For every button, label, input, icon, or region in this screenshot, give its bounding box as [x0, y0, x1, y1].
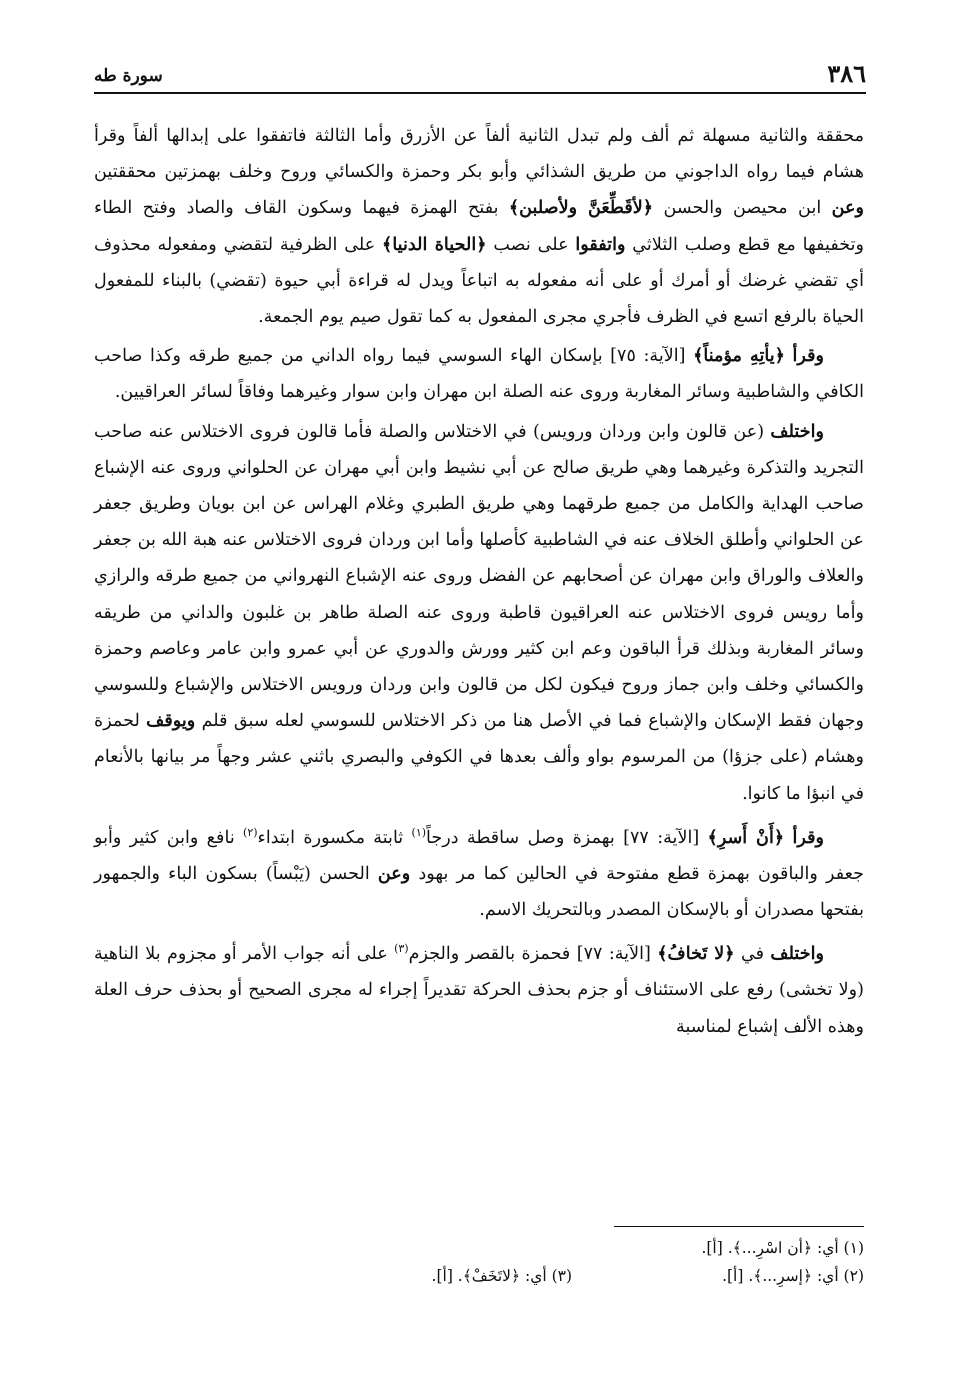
- keyword-run: وعن: [377, 862, 411, 884]
- paragraph: [94, 414, 864, 812]
- text-run: بفتح الهمزة فيهما وسكون القاف والصاد وفتح الطاء وتخفيفها مع قطع وصلب الثلاثي: [94, 198, 864, 255]
- keyword-run: وعن: [831, 197, 864, 219]
- keyword-run: ويوقف: [146, 710, 196, 732]
- text-run: على الظرفية لتقضي ومفعوله محذوف أي تقضي غرضك أو أمرك أو على أنه مفعوله به اتباعاً ويدل له قراءة أبي حيوة (تقضي) بالبناء للمفعول الحياة بالرفع اتسع في الظرف فأجري مجرى المفعول به كما تقول صيم يوم الجمعة.: [94, 234, 864, 328]
- footnote-2: (٢) أي: ﴿إسرِ...﴾. [أ].: [722, 1267, 864, 1285]
- keyword-run: ﴿يأتِهِ مؤمناً﴾: [693, 345, 785, 367]
- keyword-run: واتفقوا: [575, 233, 626, 255]
- paragraph: [94, 815, 864, 928]
- surah-title: سورة طه: [94, 66, 163, 86]
- keyword-run: وقرأ: [792, 345, 825, 367]
- text-run: الحسن (يَبْساً) بسكون الباء والجمهور بفتحها مصدران أو بالإسكان المصدر وبالتحريك الاسم.: [94, 863, 864, 921]
- text-run: لحمزة وهشام (على جزؤا) من المرسوم بواو وألف بعدها في الكوفي والبصري باثني عشر وجهاً مر بيانها بالأنعام في انبؤا ما كانوا.: [94, 711, 864, 804]
- text-run: في: [734, 944, 771, 965]
- paragraph: [94, 931, 864, 1044]
- text-run: (عن قالون وابن وردان ورويس) في الاختلاس والصلة فأما قالون فروى الاختلاس عنه صاحب التجريد والتذكرة وغيرهما وهي طريق صالح عن أبي نشيط وابن أبي مهران عن الحلواني وروى عنه الإشباع صاحب الهداية والكامل من جميع طرقهما وهي طريق الطبري وغلام الهراس عن ابن بويان وطريق جعفر عن الحلواني وأطلق الخلاف عنه في الشاطبية كأصلها وأما ابن وردان فروى الاختلاس عنه هبة الله بن جعفر والعلاف والوراق وابن مهران عن أصحابهم عن الفضل وروى عنه الإشباع النهرواني من جميع طرقه والرازي وأما رويس فروى الاختلاس عنه العراقيون قاطبة وروى عنه الصلة طاهر بن غلبون والداني من طريقه وسائر المغاربة وبذلك قرأ الباقون وعم ابن كثير وورش والدوري عن أبي عمرو وابن عامر وعاصم وحمزة والكسائي وخلف وابن جماز وروح فيكون لكل من قالون وابن وردان ورويس الاختلاس والإشباع وللسوسي وجهان فقط الإسكان والإشباع فما في الأصل هنا من ذكر الاختلاس للسوسي لعله سبق قلم: [94, 421, 864, 732]
- footnote-row: [94, 1234, 864, 1262]
- keyword-run: واختلف: [770, 420, 824, 442]
- text-run: [784, 828, 792, 848]
- footnote-ref: (٢): [243, 825, 258, 839]
- text-run: على نصب: [486, 234, 576, 255]
- keyword-run: واختلف: [770, 943, 824, 965]
- footnote-ref: (١): [411, 825, 427, 839]
- text-run: ثابتة مكسورة ابتداء: [257, 827, 412, 848]
- page-header: [94, 56, 866, 94]
- text-run: [785, 346, 793, 366]
- footnote-row: [94, 1262, 864, 1290]
- footnotes: [94, 1234, 864, 1290]
- page-number: ٣٨٦: [827, 59, 866, 88]
- footnote-divider: [614, 1226, 864, 1227]
- text-run: نافع وابن كثير وأبو جعفر والباقون بهمزة قطع مفتوحة في الحالين كما مر بهود: [94, 827, 864, 884]
- keyword-run: ﴿لأقَطِّعَنَّ ولأصلبن﴾: [508, 197, 654, 219]
- keyword-run: ﴿أَنْ أَسرِ﴾: [707, 826, 785, 848]
- footnote-ref: (٣): [394, 942, 409, 956]
- footnote-3: (٣) أي: ﴿لاتَخَفْ﴾. [أ].: [431, 1267, 573, 1285]
- keyword-run: وقرأ: [792, 826, 825, 848]
- text-run: ابن محيصن والحسن: [653, 198, 832, 219]
- text-run: [الآية: ٧٧] فحمزة بالقصر والجزم: [408, 944, 658, 965]
- keyword-run: ﴿الحياة الدنيا﴾: [382, 233, 487, 255]
- body-text: [94, 118, 864, 1045]
- text-run: على أنه جواب الأمر أو مجزوم بلا الناهية (ولا تخشى) رفع على الاستئناف أو جزم بحذف الحركة تقديراً إجراء له مجرى الصحيح أو بحذف حرف العلة وهذه الألف إشباع لمناسبة: [94, 944, 864, 1037]
- text-run: محققة والثانية مسهلة ثم ألف ولم تبدل الثانية ألفاً عن الأزرق وأما الثالثة فاتفقوا على إبدالها ألفاً وقرأ هشام فيما رواه الداجوني من طريق الشذائي وأبو بكر وحمزة والكسائي وروح وخلف بهمزتين محققتين: [94, 126, 864, 183]
- text-run: [الآية: ٧٧] بهمزة وصل ساقطة درجاً: [426, 827, 708, 848]
- text-run: [الآية: ٧٥] بإسكان الهاء السوسي فيما رواه الداني من جميع طرقه وكذا صاحب الكافي والشاطبية وسائر المغاربة وروى عنه الصلة ابن مهران وابن سوار وغيرهما وفاقاً لسائر العراقيين.: [94, 346, 864, 403]
- keyword-run: ﴿لا تَخافُ﴾: [657, 943, 735, 965]
- footnote-1: (١) أي: ﴿أن اسْرِ...﴾. [أ].: [701, 1239, 864, 1257]
- paragraph: [94, 118, 864, 335]
- paragraph: [94, 338, 864, 410]
